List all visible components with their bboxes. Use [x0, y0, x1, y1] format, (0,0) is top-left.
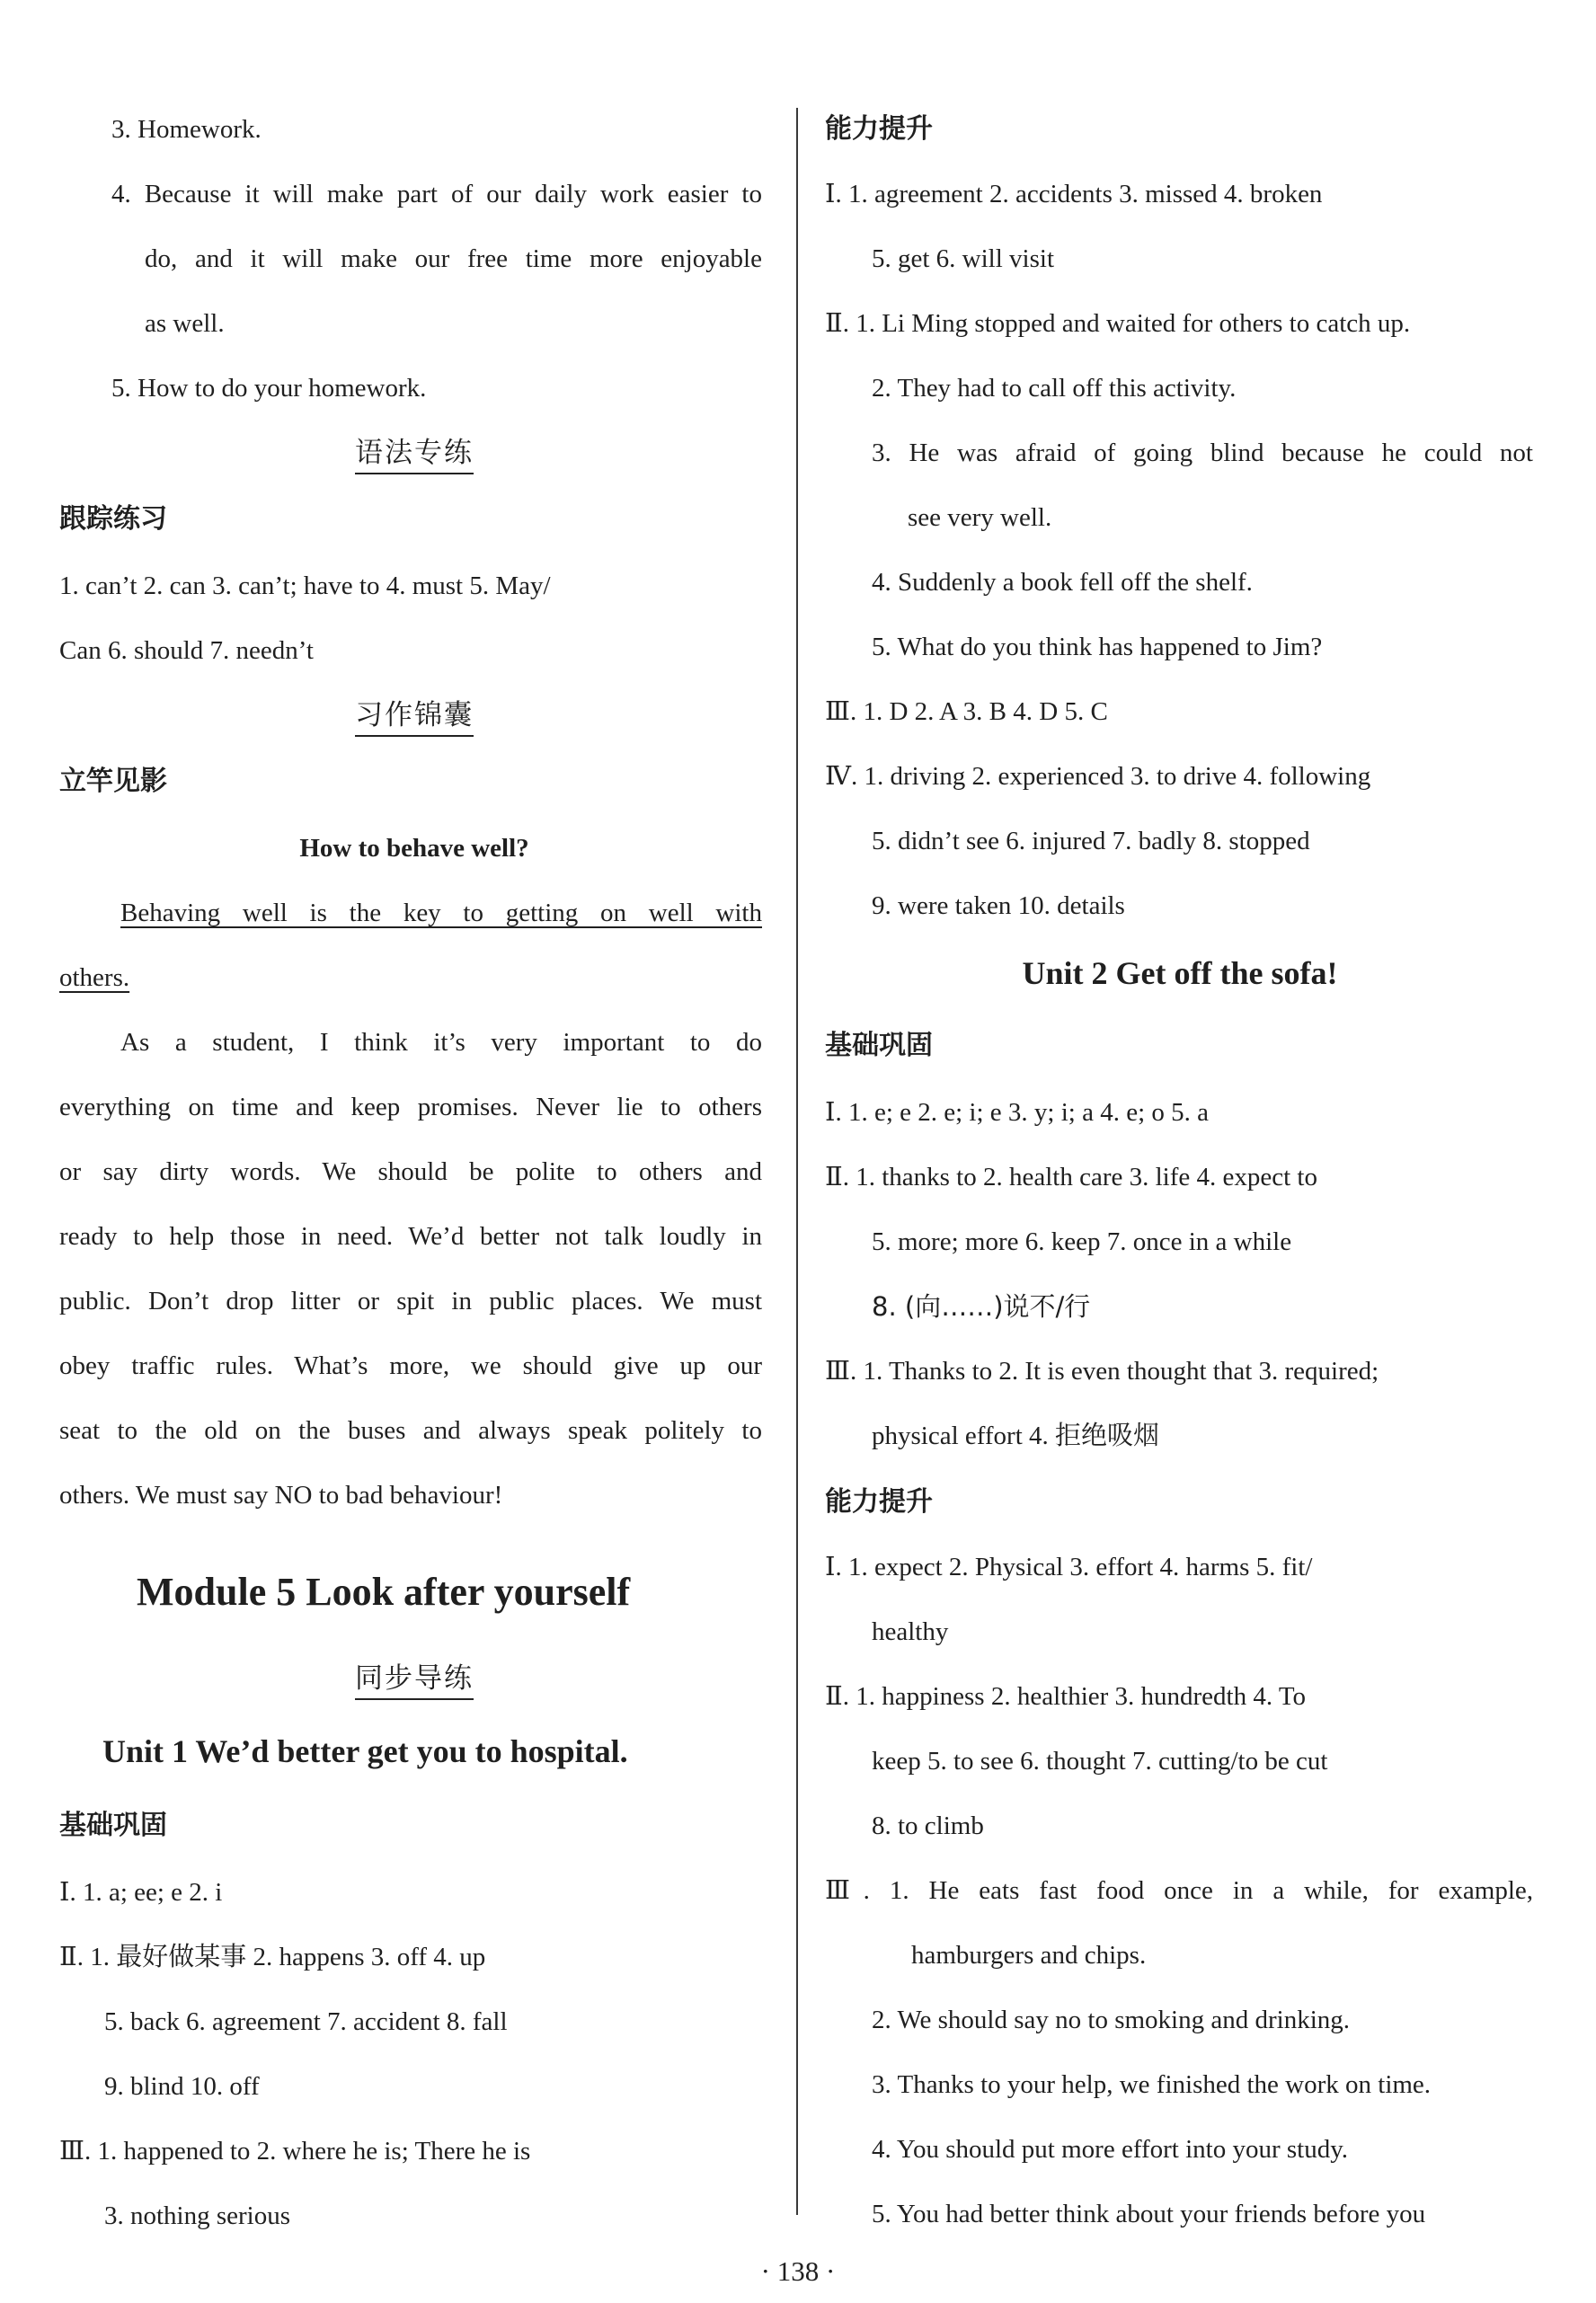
- answer-line: physical effort 4. 拒绝吸烟: [872, 1422, 1160, 1450]
- essay-line: others.: [59, 963, 130, 992]
- answer-line: 4. You should put more effort into your study.: [872, 2135, 1349, 2164]
- left-column: [59, 0, 769, 2246]
- page-number: · 138 ·: [760, 2255, 836, 2287]
- answer-line: 4. Because it will make part of our daily work easier to: [111, 180, 762, 208]
- answer-line: 5. get 6. will visit: [872, 244, 1054, 273]
- answer-line: 9. blind 10. off: [104, 2072, 260, 2101]
- essay-line: seat to the old on the buses and always speak politely to: [59, 1416, 762, 1445]
- answer-line: 3. Homework.: [111, 115, 262, 144]
- answer-line: Ⅰ. 1. e; e 2. e; i; e 3. y; i; a 4. e; o 5. a: [825, 1098, 1210, 1127]
- answer-line: Ⅲ. 1. Thanks to 2. It is even thought that 3. required;: [825, 1357, 1379, 1386]
- answer-line: do, and it will make our free time more enjoyable: [145, 244, 762, 273]
- unit2-title: Unit 2 Get off the sofa!: [1022, 955, 1338, 991]
- essay-title: How to behave well?: [299, 834, 529, 863]
- answer-line: keep 5. to see 6. thought 7. cutting/to be cut: [872, 1747, 1328, 1776]
- essay-line: others. We must say NO to bad behaviour!: [59, 1481, 503, 1510]
- answer-line: 5. more; more 6. keep 7. once in a while: [872, 1227, 1292, 1256]
- answer-line: 2. They had to call off this activity.: [872, 374, 1237, 403]
- answer-line: Ⅱ. 1. Li Ming stopped and waited for others to catch up.: [825, 309, 1411, 338]
- essay-line: obey traffic rules. What’s more, we should give up our: [59, 1351, 762, 1380]
- answer-line: Ⅰ. 1. agreement 2. accidents 3. missed 4. broken: [825, 180, 1323, 208]
- essay-line: ready to help those in need. We’d better not talk loudly in: [59, 1222, 762, 1251]
- answer-line: Ⅱ. 1. thanks to 2. health care 3. life 4. expect to: [825, 1163, 1317, 1191]
- subsection-heading-ability: 能力提升: [825, 113, 933, 145]
- subsection-heading-instant: 立竿见影: [59, 766, 167, 797]
- answer-line: Ⅰ. 1. a; ee; e 2. i: [59, 1878, 223, 1907]
- answer-line: as well.: [145, 309, 225, 338]
- unit1-title: Unit 1 We’d better get you to hospital.: [102, 1733, 628, 1769]
- subsection-heading-tracking: 跟踪练习: [59, 503, 167, 535]
- subsection-heading-ability: 能力提升: [825, 1486, 933, 1518]
- subsection-heading-basic: 基础巩固: [825, 1030, 933, 1061]
- section-heading-grammar: 语法专练: [59, 435, 769, 471]
- answer-line: 5. What do you think has happened to Jim?: [872, 633, 1323, 661]
- answer-line: Ⅱ. 1. happiness 2. healthier 3. hundredth 4. To: [825, 1682, 1307, 1711]
- answer-line: 4. Suddenly a book fell off the shelf.: [872, 568, 1253, 597]
- answer-line: Ⅳ. 1. driving 2. experienced 3. to drive 4. following: [825, 762, 1371, 791]
- essay-line: As a student, I think it’s very important to do: [120, 1028, 762, 1057]
- answer-line: 5. How to do your homework.: [111, 374, 427, 403]
- section-heading-writing: 习作锦囊: [59, 697, 769, 733]
- answer-line: 5. You had better think about your friends before you: [872, 2200, 1426, 2228]
- answer-line: Ⅲ. 1. D 2. A 3. B 4. D 5. C: [825, 697, 1108, 726]
- answer-line: Ⅱ. 1. 最好做某事 2. happens 3. off 4. up: [59, 1943, 486, 1971]
- answer-line: 3. He was afraid of going blind because he could not: [872, 438, 1533, 467]
- section-heading-sync: 同步导练: [59, 1661, 769, 1696]
- answer-line: Ⅲ. 1. He eats fast food once in a while, for example,: [825, 1876, 1533, 1905]
- right-column: [825, 0, 1535, 2246]
- essay-line: public. Don’t drop litter or spit in public places. We must: [59, 1287, 762, 1315]
- answer-line: 8. to climb: [872, 1811, 984, 1840]
- essay-line: or say dirty words. We should be polite to others and: [59, 1157, 762, 1186]
- answer-line: 9. were taken 10. details: [872, 891, 1125, 920]
- module-title: Module 5 Look after yourself: [137, 1570, 631, 1614]
- answer-line: Ⅰ. 1. expect 2. Physical 3. effort 4. harms 5. fit/: [825, 1553, 1313, 1581]
- answer-line: 2. We should say no to smoking and drinking.: [872, 2006, 1350, 2034]
- answer-line: Can 6. should 7. needn’t: [59, 636, 314, 665]
- answer-line: 3. nothing serious: [104, 2201, 291, 2230]
- answer-line: 3. Thanks to your help, we finished the work on time.: [872, 2070, 1432, 2099]
- answer-line: see very well.: [908, 503, 1052, 532]
- answer-line: 5. didn’t see 6. injured 7. badly 8. stopped: [872, 827, 1310, 855]
- essay-line: everything on time and keep promises. Never lie to others: [59, 1093, 762, 1121]
- answer-line: 5. back 6. agreement 7. accident 8. fall: [104, 2007, 508, 2036]
- subsection-heading-basic: 基础巩固: [59, 1810, 167, 1841]
- answer-line: healthy: [872, 1617, 949, 1646]
- essay-line: Behaving well is the key to getting on well with: [120, 899, 762, 927]
- column-divider: [796, 108, 798, 2215]
- answer-line: 1. can’t 2. can 3. can’t; have to 4. must 5. May/: [59, 571, 551, 600]
- answer-line: 8. (向……)说不/行: [872, 1291, 1091, 1322]
- answer-line: hamburgers and chips.: [911, 1941, 1147, 1970]
- answer-line: Ⅲ. 1. happened to 2. where he is; There he is: [59, 2137, 531, 2166]
